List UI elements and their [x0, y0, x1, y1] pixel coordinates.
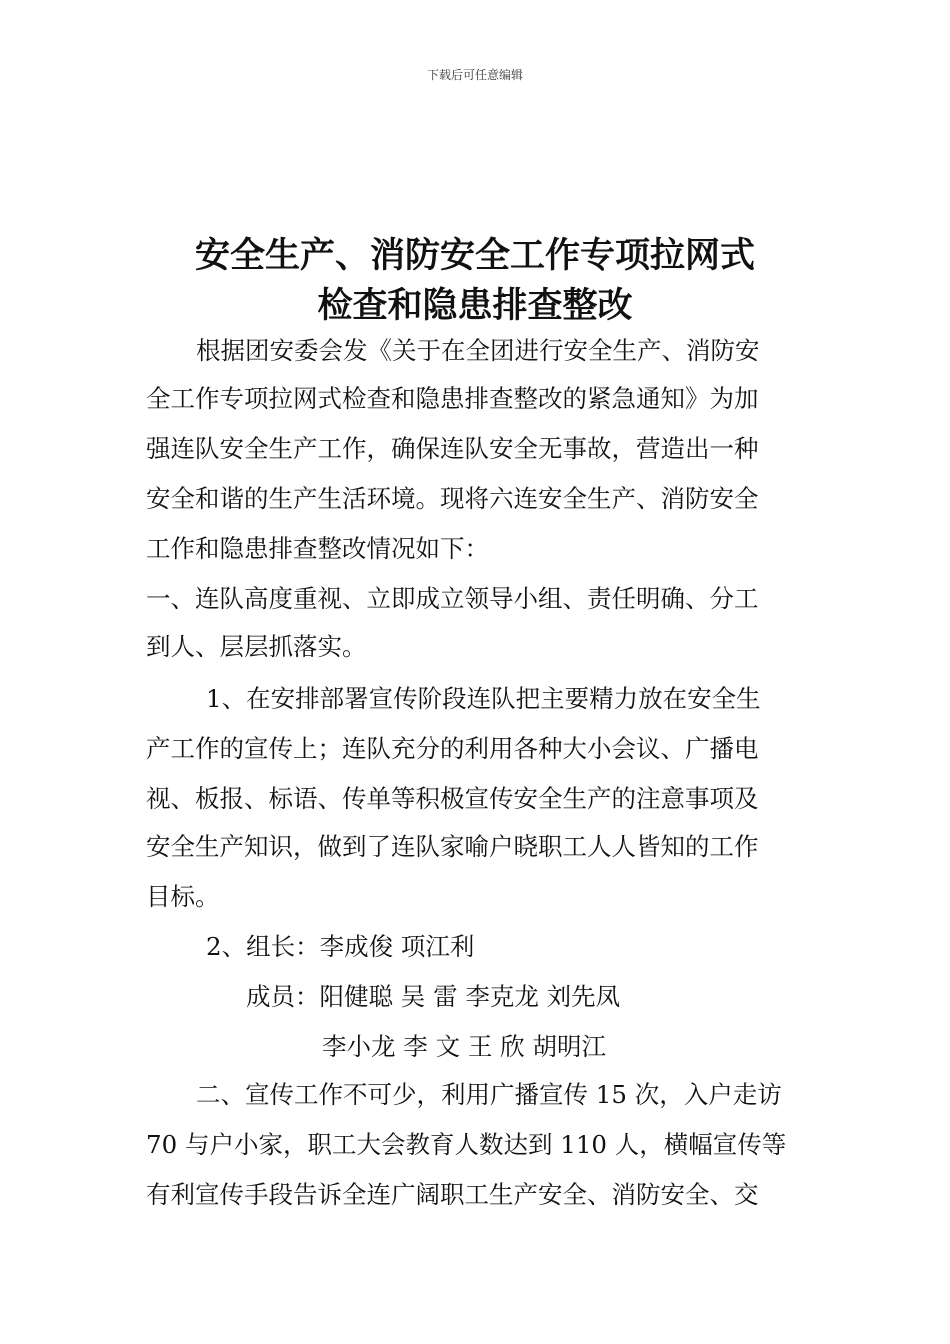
section-heading-line: 到人、层层抓落实。	[146, 632, 367, 661]
paragraph-line: 根据团安委会发《关于在全团进行安全生产、消防安	[196, 336, 760, 365]
document-title-line-2: 检查和隐患排查整改	[317, 285, 633, 326]
group-members-line: 成员：阳健聪 吴 雷 李克龙 刘先凤	[246, 982, 621, 1011]
paragraph-line: 70 与户小家，职工大会教育人数达到 110 人，横幅宣传等	[146, 1130, 787, 1159]
paragraph-line: 安全和谐的生产生活环境。现将六连安全生产、消防安全	[146, 484, 759, 513]
document-title-line-1: 安全生产、消防安全工作专项拉网式	[194, 235, 755, 276]
paragraph-line: 视、板报、标语、传单等积极宣传安全生产的注意事项及	[146, 784, 759, 813]
paragraph-line: 目标。	[146, 882, 220, 911]
paragraph-line: 全工作专项拉网式检查和隐患排查整改的紧急通知》为加	[146, 384, 759, 413]
paragraph-line: 强连队安全生产工作，确保连队安全无事故，营造出一种	[146, 434, 759, 463]
group-members-line: 李小龙 李 文 王 欣 胡明江	[322, 1032, 606, 1061]
section-heading-line: 一、连队高度重视、立即成立领导小组、责任明确、分工	[146, 584, 759, 613]
paragraph-line: 1、在安排部署宣传阶段连队把主要精力放在安全生	[206, 684, 761, 713]
paragraph-line: 有利宣传手段告诉全连广阔职工生产安全、消防安全、交	[146, 1180, 759, 1209]
paragraph-line: 二、宣传工作不可少，利用广播宣传 15 次，入户走访	[196, 1080, 782, 1109]
paragraph-line: 工作和隐患排查整改情况如下：	[146, 534, 489, 563]
header-note: 下载后可任意编辑	[426, 68, 523, 82]
group-leader-line: 2、组长：李成俊 项江利	[206, 932, 475, 961]
paragraph-line: 产工作的宣传上；连队充分的利用各种大小会议、广播电	[146, 734, 759, 763]
paragraph-line: 安全生产知识，做到了连队家喻户晓职工人人皆知的工作	[146, 832, 759, 861]
